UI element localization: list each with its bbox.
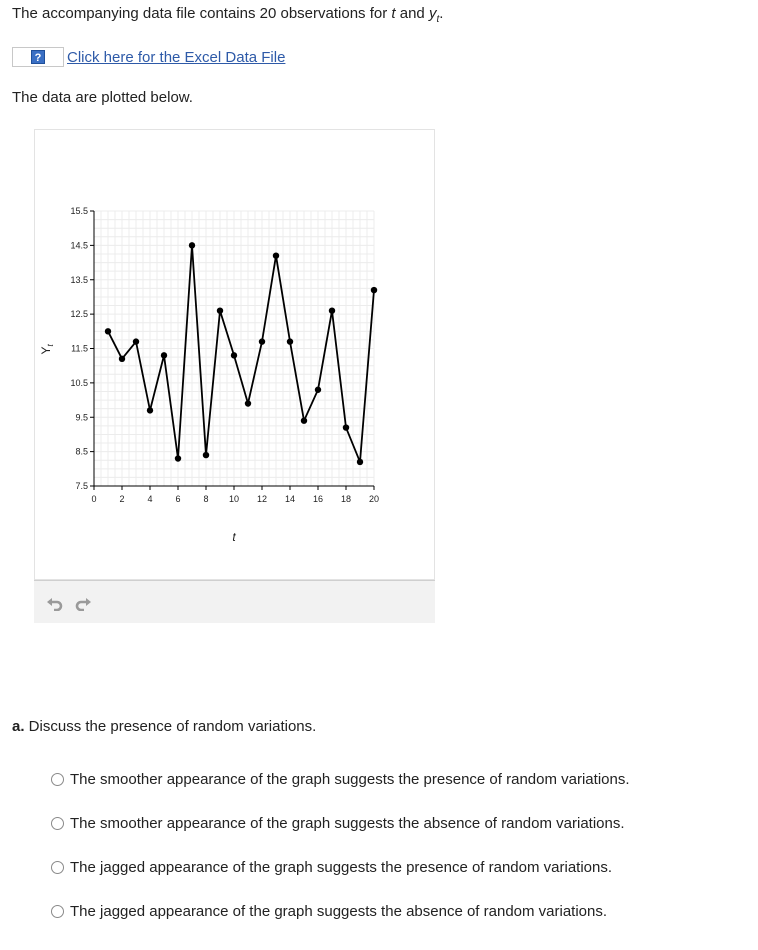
data-point bbox=[329, 307, 335, 313]
x-tick-label: 10 bbox=[228, 494, 240, 504]
x-tick-label: 12 bbox=[256, 494, 268, 504]
x-tick-label: 16 bbox=[312, 494, 324, 504]
x-tick-label: 8 bbox=[203, 494, 209, 504]
y-tick-label: 10.5 bbox=[70, 377, 88, 388]
radio-button[interactable] bbox=[51, 817, 64, 830]
data-point bbox=[287, 338, 293, 344]
data-point bbox=[119, 356, 125, 362]
chart-panel bbox=[34, 129, 435, 580]
x-axis-label: t bbox=[232, 530, 236, 544]
option-1[interactable] bbox=[51, 767, 630, 791]
intro-var-y: y bbox=[428, 5, 437, 22]
data-point bbox=[343, 424, 349, 430]
radio-button[interactable] bbox=[51, 861, 64, 874]
y-axis-label bbox=[39, 343, 55, 354]
data-point bbox=[357, 459, 363, 465]
data-point bbox=[273, 252, 279, 258]
x-tick-label: 2 bbox=[119, 494, 125, 504]
option-label: The jagged appearance of the graph suggests the presence of random variations. bbox=[70, 858, 613, 876]
radio-button[interactable] bbox=[51, 905, 64, 918]
option-3[interactable] bbox=[51, 855, 630, 879]
x-tick-label: 14 bbox=[284, 494, 296, 504]
y-axis-label-sub: t bbox=[46, 344, 55, 347]
y-tick-label: 7.5 bbox=[75, 481, 88, 491]
x-tick-label: 0 bbox=[91, 494, 97, 504]
data-point bbox=[259, 338, 265, 344]
option-label: The smoother appearance of the graph suggests the absence of random variations. bbox=[70, 814, 625, 832]
data-point bbox=[231, 352, 237, 358]
intro-suffix: . bbox=[439, 5, 444, 22]
y-tick-label: 14.5 bbox=[70, 240, 88, 251]
excel-file-row bbox=[12, 46, 285, 68]
question-text: Discuss the presence of random variations. bbox=[24, 718, 317, 735]
x-tick-label: 4 bbox=[147, 494, 153, 504]
plotted-caption: The data are plotted below. bbox=[12, 89, 193, 106]
undo-icon[interactable] bbox=[46, 595, 64, 611]
data-point bbox=[315, 387, 321, 393]
data-point bbox=[147, 407, 153, 413]
y-axis-label-main: Y bbox=[39, 346, 53, 355]
y-tick-label: 12.5 bbox=[70, 309, 88, 320]
data-point bbox=[189, 242, 195, 248]
radio-button[interactable] bbox=[51, 773, 64, 786]
data-point bbox=[371, 287, 377, 293]
answer-options bbox=[51, 767, 630, 943]
x-tick-label: 6 bbox=[175, 494, 181, 504]
data-point bbox=[217, 307, 223, 313]
data-point bbox=[203, 452, 209, 458]
intro-text bbox=[12, 5, 443, 29]
data-point bbox=[175, 455, 181, 461]
y-tick-label: 13.5 bbox=[70, 274, 88, 285]
data-point bbox=[301, 417, 307, 423]
intro-middle: and bbox=[395, 5, 429, 22]
excel-file-link[interactable]: Click here for the Excel Data File bbox=[67, 48, 286, 66]
help-icon: ? bbox=[31, 50, 45, 64]
x-tick-label: 20 bbox=[368, 494, 380, 504]
y-tick-label: 8.5 bbox=[75, 446, 88, 457]
x-tick-label: 18 bbox=[340, 494, 352, 504]
chart-toolbar bbox=[34, 580, 435, 623]
question-part-label: a. bbox=[12, 718, 25, 735]
data-point bbox=[133, 338, 139, 344]
question-a bbox=[12, 718, 316, 735]
intro-var-y-sub: t bbox=[436, 14, 440, 25]
y-tick-label: 11.5 bbox=[71, 343, 88, 354]
data-point bbox=[245, 400, 251, 406]
intro-var-t: t bbox=[391, 5, 396, 22]
redo-icon[interactable] bbox=[74, 595, 92, 611]
option-2[interactable] bbox=[51, 811, 630, 835]
option-4[interactable] bbox=[51, 899, 630, 923]
chart-svg bbox=[35, 130, 434, 579]
y-tick-label: 15.5 bbox=[70, 206, 88, 216]
option-label: The jagged appearance of the graph suggests the absence of random variations. bbox=[70, 902, 608, 920]
data-point bbox=[161, 352, 167, 358]
data-point bbox=[105, 328, 111, 334]
y-tick-label: 9.5 bbox=[75, 412, 88, 423]
excel-file-button[interactable] bbox=[12, 47, 64, 67]
intro-prefix: The accompanying data file contains 20 observations for bbox=[12, 5, 392, 22]
option-label: The smoother appearance of the graph suggests the presence of random variations. bbox=[70, 770, 630, 788]
